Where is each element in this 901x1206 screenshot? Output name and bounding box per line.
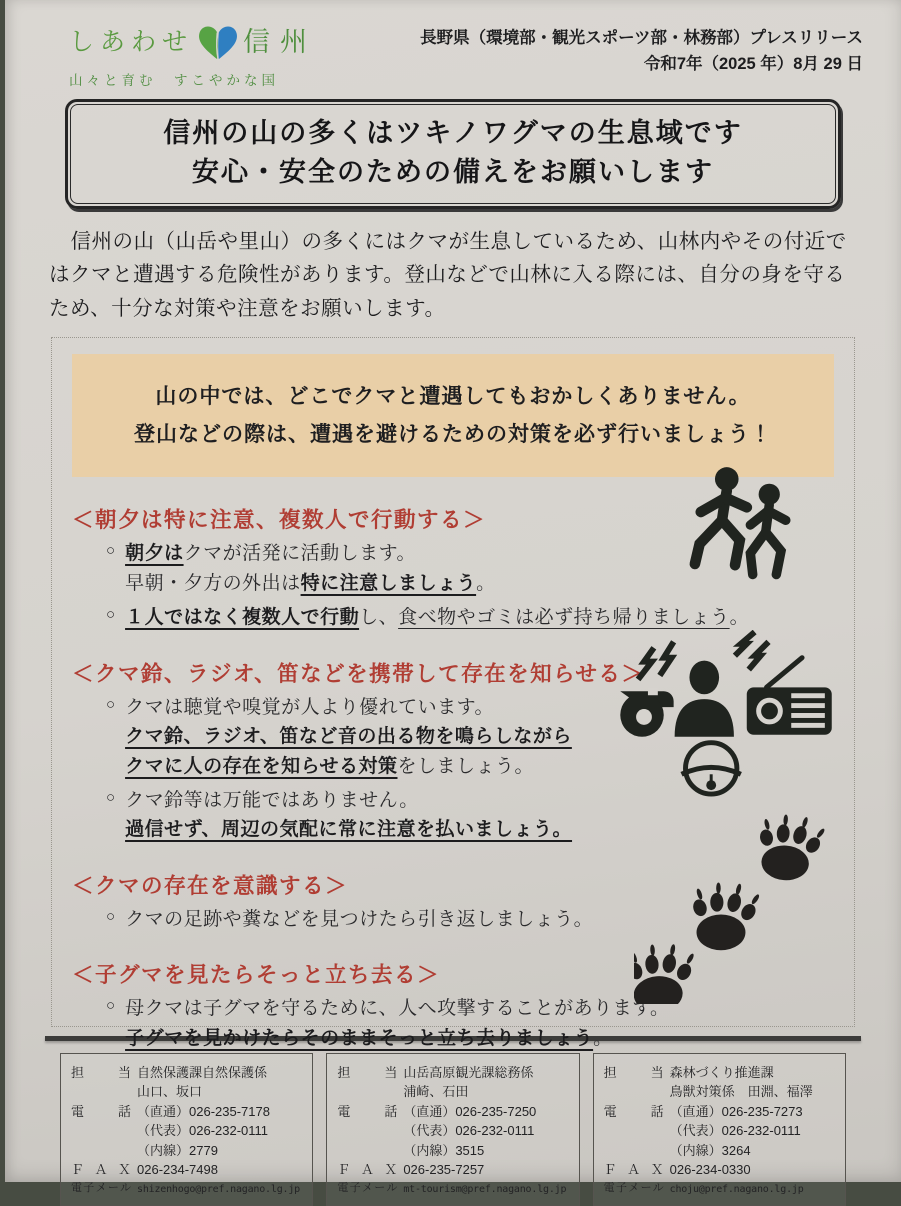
contact-row — [604, 1102, 837, 1161]
heart-leaf-logo-icon — [197, 22, 239, 64]
contact-box — [326, 1053, 579, 1206]
contact-label: 電話 — [71, 1103, 131, 1119]
contact-row — [337, 1160, 570, 1180]
contact-row — [604, 1063, 837, 1102]
contact-row — [71, 1180, 304, 1197]
bullet-marker: ○ — [106, 907, 116, 925]
contact-label: 担当 — [337, 1064, 398, 1080]
radio-icon — [747, 657, 832, 734]
sound-bolt-icon — [638, 642, 674, 680]
whistle-icon — [620, 687, 673, 736]
press-release-line: 長野県（環境部・観光スポーツ部・林務部）プレスリリース — [420, 29, 863, 47]
contact-row — [337, 1180, 570, 1197]
contact-label: ＦＡＸ — [603, 1162, 664, 1178]
bullet-text: １人ではなく複数人で行動し、食べ物やゴミは必ず持ち帰りましょう。 — [125, 607, 750, 629]
bullet-marker: ○ — [106, 542, 116, 560]
contact-label: 電子メール — [603, 1181, 664, 1194]
bear-bell-icon — [682, 742, 741, 793]
contact-row — [71, 1063, 304, 1102]
contact-value: shizenhogo@pref.nagano.lg.jp — [137, 1183, 300, 1195]
contact-label: 電話 — [337, 1103, 398, 1119]
contact-label: 担当 — [71, 1064, 131, 1080]
intro-paragraph: 信州の山（山岳や里山）の多くにはクマが生息しているため、山林内やその付近ではクマと遭遇する危険性があります。登山などで山林に入る際には、自分の身を守るため、十分な対策や注意をお願いします。 — [49, 230, 847, 320]
bullet-text: クマの足跡や糞などを見つけたら引き返しましょう。 — [125, 908, 594, 930]
two-people-walking-icon — [674, 466, 822, 584]
contact-value: 026-234-0330 — [669, 1162, 751, 1178]
title-box — [65, 99, 841, 209]
contact-boxes — [60, 1053, 846, 1206]
title-line-1: 信州の山の多くはツキノワグマの生息域です — [163, 117, 743, 148]
contact-row — [337, 1063, 570, 1102]
press-release-page — [5, 0, 901, 1195]
bullet-marker: ○ — [106, 606, 116, 624]
contact-value: （直通）026-235-7178 （代表）026-232-0111 （内線）2779 — [137, 1103, 270, 1158]
press-release-info — [420, 26, 863, 77]
contact-row — [71, 1102, 304, 1161]
title-line-2: 安心・安全のための備えをお願いします — [192, 156, 714, 187]
bullet-text: 朝夕はクマが活発に活動します。 早朝・夕方の外出は特に注意しましょう。 — [125, 543, 496, 594]
bear-paw-prints-icon — [634, 808, 852, 1004]
contact-value: 自然保護課自然保護係 山口、坂口 — [137, 1064, 268, 1100]
contact-row — [337, 1102, 570, 1161]
section-heading: ＜クマ鈴、ラジオ、笛などを携帯して存在を知らせる＞ — [72, 661, 645, 686]
bullet-marker: ○ — [106, 695, 116, 713]
bullet-text: クマ鈴等は万能ではありません。 過信せず、周辺の気配に常に注意を払いましょう。 — [125, 789, 573, 841]
contact-box — [60, 1053, 313, 1206]
contact-label: 担当 — [603, 1064, 664, 1080]
logo-tagline: 山々と育む すこやかな国 — [69, 73, 279, 88]
contact-label: ＦＡＸ — [71, 1162, 131, 1178]
bullet-marker: ○ — [106, 788, 116, 806]
contact-box — [593, 1053, 846, 1206]
section-heading: ＜子グマを見たらそっと立ち去る＞ — [72, 963, 441, 988]
contact-value: 026-235-7257 — [403, 1162, 485, 1178]
contact-value: 山岳高原観光課総務係 浦崎、石田 — [403, 1064, 534, 1100]
bullet-text: クマは聴覚や嗅覚が人より優れています。 クマ鈴、ラジオ、笛など音の出る物を鳴らしながら クマに人の存在を知らせる対策をしましょう。 — [125, 696, 572, 777]
contact-value: 026-234-7498 — [137, 1162, 218, 1178]
contact-value: （直通）026-235-7250 （代表）026-232-0111 （内線）3515 — [403, 1103, 537, 1158]
contact-row — [604, 1160, 837, 1180]
contact-value: mt-tourism@pref.nagano.lg.jp — [403, 1183, 567, 1195]
bullet-item — [72, 603, 834, 632]
contact-label: 電子メール — [337, 1181, 398, 1194]
bullet-marker: ○ — [106, 997, 116, 1015]
highlight-line-1: 山の中では、どこでクマと遭遇してもおかしくありません。 — [155, 384, 751, 408]
contact-value: 森林づくり推進課 鳥獣対策係 田淵、福澤 — [669, 1064, 813, 1100]
contact-value: （直通）026-235-7273 （代表）026-232-0111 （内線）3264 — [669, 1103, 803, 1158]
highlight-line-2: 登山などの際は、遭遇を避けるための対策を必ず行いましょう！ — [134, 422, 772, 446]
section-heading: ＜クマの存在を意識する＞ — [72, 873, 349, 898]
bullet-text: 母クマは子グマを守るために、人へ攻撃することがあります。 子グマを見かけたらそのままそっと立ち去りましょう。 — [125, 998, 670, 1049]
shinshu-logo — [69, 22, 317, 89]
contact-row — [604, 1180, 837, 1197]
contact-value: choju@pref.nagano.lg.jp — [669, 1183, 804, 1195]
contact-label: 電話 — [603, 1103, 664, 1119]
contact-label: ＦＡＸ — [337, 1162, 398, 1178]
contact-label: 電子メール — [71, 1181, 131, 1194]
noise-maker-icons — [608, 630, 846, 798]
content-box — [51, 337, 855, 1049]
date-line: 令和7年（2025 年）8月 29 日 — [643, 54, 863, 73]
highlight-box — [72, 354, 834, 478]
logo-text-shiawase: しあわせ — [69, 28, 194, 57]
header — [69, 22, 863, 89]
section-heading: ＜朝夕は特に注意、複数人で行動する＞ — [72, 508, 487, 533]
contact-row — [71, 1160, 304, 1180]
logo-text-shinshu: 信州 — [243, 27, 318, 58]
person-making-noise-icon — [675, 660, 734, 736]
